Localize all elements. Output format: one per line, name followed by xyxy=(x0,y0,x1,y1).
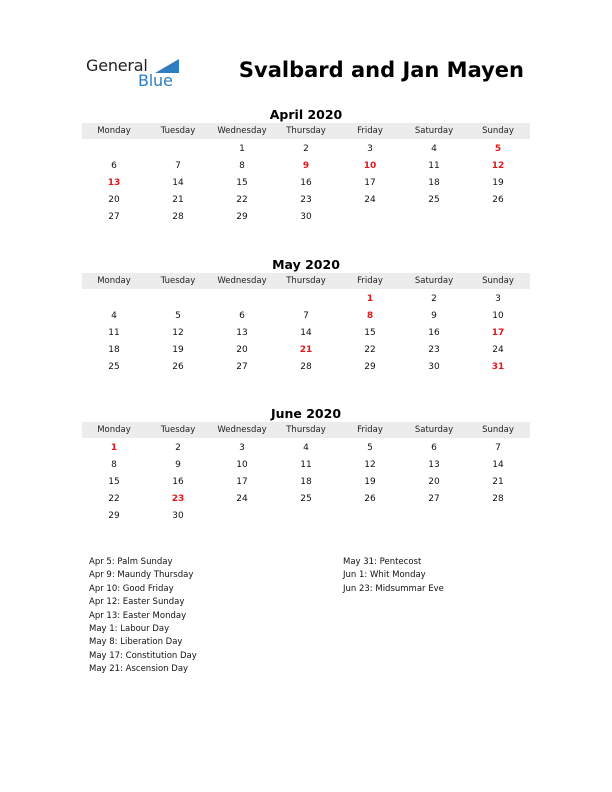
day-cell: 5 xyxy=(175,311,181,321)
day-cell: 25 xyxy=(300,494,312,504)
day-cell: 29 xyxy=(108,511,120,521)
holiday-entry: Apr 9: Maundy Thursday xyxy=(89,570,194,581)
day-cell: 14 xyxy=(492,460,504,470)
holiday-list-right xyxy=(343,556,444,596)
weekday-label: Thursday xyxy=(286,276,326,286)
weekday-label: Wednesday xyxy=(217,126,267,136)
day-cell: 22 xyxy=(108,494,120,504)
logo xyxy=(86,56,186,92)
day-cell: 25 xyxy=(428,195,440,205)
day-cell: 30 xyxy=(300,212,312,222)
weekday-label: Monday xyxy=(97,126,131,136)
day-cell: 7 xyxy=(175,161,181,171)
day-cell: 26 xyxy=(364,494,376,504)
day-cell xyxy=(402,508,466,525)
weekday-label: Tuesday xyxy=(160,126,196,136)
day-cell: 4 xyxy=(303,443,309,453)
holiday-day-cell: 31 xyxy=(491,362,505,372)
weekday-label: Sunday xyxy=(482,276,514,286)
holiday-day-cell: 10 xyxy=(363,161,377,171)
day-cell: 28 xyxy=(172,212,184,222)
day-cell xyxy=(466,209,530,226)
week-row xyxy=(82,474,530,491)
day-cell: 13 xyxy=(428,460,440,470)
weekday-header xyxy=(82,123,530,139)
month-title: April 2020 xyxy=(269,107,343,122)
day-cell: 2 xyxy=(431,294,437,304)
day-cell: 21 xyxy=(492,477,504,487)
day-cell: 20 xyxy=(428,477,440,487)
day-cell: 7 xyxy=(495,443,501,453)
day-cell xyxy=(210,291,274,308)
week-row xyxy=(82,209,530,226)
day-cell: 19 xyxy=(492,178,504,188)
weeks xyxy=(82,291,530,376)
day-cell: 12 xyxy=(172,328,184,338)
day-cell: 16 xyxy=(428,328,440,338)
weeks xyxy=(82,440,530,525)
day-cell: 14 xyxy=(172,178,184,188)
day-cell: 22 xyxy=(236,195,248,205)
day-cell: 8 xyxy=(239,161,245,171)
weekday-label: Saturday xyxy=(414,126,454,136)
month-title: June 2020 xyxy=(270,406,342,421)
weekday-header xyxy=(82,422,530,438)
day-cell xyxy=(82,291,146,308)
day-cell: 29 xyxy=(364,362,376,372)
day-cell: 13 xyxy=(236,328,248,338)
day-cell: 22 xyxy=(364,345,376,355)
holiday-entry: Jun 23: Midsummar Eve xyxy=(343,583,444,594)
weekday-label: Monday xyxy=(97,425,131,435)
weekday-label: Wednesday xyxy=(217,425,267,435)
day-cell: 3 xyxy=(495,294,501,304)
day-cell: 14 xyxy=(300,328,312,338)
day-cell: 18 xyxy=(428,178,440,188)
weekday-label: Saturday xyxy=(414,425,454,435)
day-cell: 4 xyxy=(111,311,117,321)
week-row xyxy=(82,440,530,457)
day-cell: 11 xyxy=(300,460,312,470)
day-cell: 19 xyxy=(364,477,376,487)
holiday-entry: May 8: Liberation Day xyxy=(89,637,183,648)
weekday-label: Friday xyxy=(357,126,383,136)
day-cell: 16 xyxy=(300,178,312,188)
day-cell: 30 xyxy=(428,362,440,372)
day-cell: 26 xyxy=(492,195,504,205)
holiday-day-cell: 12 xyxy=(491,161,505,171)
weekday-label: Tuesday xyxy=(160,425,196,435)
day-cell: 24 xyxy=(492,345,504,355)
day-cell xyxy=(274,291,338,308)
day-cell xyxy=(402,209,466,226)
day-cell: 17 xyxy=(236,477,248,487)
holiday-entry: May 17: Constitution Day xyxy=(89,650,197,661)
day-cell: 1 xyxy=(239,144,245,154)
week-row xyxy=(82,158,530,175)
day-cell xyxy=(82,141,146,158)
week-row xyxy=(82,325,530,342)
weekday-label: Monday xyxy=(97,276,131,286)
day-cell: 11 xyxy=(428,161,440,171)
holiday-day-cell: 1 xyxy=(110,443,118,453)
holiday-day-cell: 9 xyxy=(302,161,310,171)
holiday-entry: Apr 13: Easter Monday xyxy=(89,610,187,621)
holiday-day-cell: 17 xyxy=(491,328,505,338)
day-cell: 2 xyxy=(303,144,309,154)
holiday-day-cell: 13 xyxy=(107,178,121,188)
weekday-label: Friday xyxy=(357,425,383,435)
day-cell: 30 xyxy=(172,511,184,521)
logo-general-text: General xyxy=(86,56,148,75)
day-cell: 20 xyxy=(236,345,248,355)
day-cell: 23 xyxy=(428,345,440,355)
holiday-entry: Apr 12: Easter Sunday xyxy=(89,597,185,608)
week-row xyxy=(82,192,530,209)
day-cell: 25 xyxy=(108,362,120,372)
day-cell: 12 xyxy=(364,460,376,470)
day-cell: 4 xyxy=(431,144,437,154)
day-cell: 27 xyxy=(108,212,120,222)
holiday-entry: May 31: Pentecost xyxy=(343,557,422,567)
month-title: May 2020 xyxy=(272,257,340,272)
weekday-label: Tuesday xyxy=(160,276,196,286)
day-cell: 7 xyxy=(303,311,309,321)
day-cell xyxy=(146,291,210,308)
day-cell: 19 xyxy=(172,345,184,355)
week-row xyxy=(82,491,530,508)
logo-blue-text: Blue xyxy=(138,71,173,90)
day-cell: 6 xyxy=(111,161,117,171)
weeks xyxy=(82,141,530,226)
day-cell: 16 xyxy=(172,477,184,487)
week-row xyxy=(82,342,530,359)
weekday-label: Saturday xyxy=(414,276,454,286)
day-cell: 17 xyxy=(364,178,376,188)
holiday-entry: May 21: Ascension Day xyxy=(89,664,189,675)
week-row xyxy=(82,291,530,308)
day-cell: 9 xyxy=(175,460,181,470)
holiday-day-cell: 5 xyxy=(494,144,502,154)
day-cell: 18 xyxy=(108,345,120,355)
week-row xyxy=(82,308,530,325)
holiday-day-cell: 1 xyxy=(366,294,374,304)
weekday-label: Thursday xyxy=(286,425,326,435)
page-title: Svalbard and Jan Mayen xyxy=(238,58,524,82)
day-cell: 26 xyxy=(172,362,184,372)
day-cell: 29 xyxy=(236,212,248,222)
day-cell xyxy=(338,508,402,525)
day-cell: 15 xyxy=(364,328,376,338)
day-cell: 5 xyxy=(367,443,373,453)
day-cell: 15 xyxy=(236,178,248,188)
day-cell: 27 xyxy=(236,362,248,372)
holiday-list-left xyxy=(89,556,197,677)
day-cell: 2 xyxy=(175,443,181,453)
month-june xyxy=(82,405,530,525)
day-cell: 20 xyxy=(108,195,120,205)
week-row xyxy=(82,457,530,474)
day-cell xyxy=(210,508,274,525)
day-cell: 15 xyxy=(108,477,120,487)
month-may xyxy=(82,256,530,376)
day-cell: 6 xyxy=(239,311,245,321)
day-cell: 28 xyxy=(492,494,504,504)
day-cell: 27 xyxy=(428,494,440,504)
week-row xyxy=(82,175,530,192)
holiday-entry: May 1: Labour Day xyxy=(89,624,170,635)
day-cell: 10 xyxy=(492,311,504,321)
weekday-label: Sunday xyxy=(482,425,514,435)
weekday-header xyxy=(82,273,530,289)
holiday-entry: Apr 5: Palm Sunday xyxy=(89,557,173,567)
day-cell: 11 xyxy=(108,328,120,338)
day-cell: 24 xyxy=(364,195,376,205)
month-april xyxy=(82,106,530,226)
day-cell: 10 xyxy=(236,460,248,470)
day-cell: 8 xyxy=(111,460,117,470)
weekday-label: Wednesday xyxy=(217,276,267,286)
week-row xyxy=(82,359,530,376)
day-cell xyxy=(466,508,530,525)
week-row xyxy=(82,508,530,525)
day-cell: 28 xyxy=(300,362,312,372)
week-row xyxy=(82,141,530,158)
weekday-label: Sunday xyxy=(482,126,514,136)
day-cell: 18 xyxy=(300,477,312,487)
day-cell: 23 xyxy=(300,195,312,205)
day-cell xyxy=(146,141,210,158)
day-cell: 3 xyxy=(239,443,245,453)
day-cell: 9 xyxy=(431,311,437,321)
holiday-day-cell: 21 xyxy=(299,345,313,355)
day-cell: 21 xyxy=(172,195,184,205)
holiday-entry: Jun 1: Whit Monday xyxy=(343,570,426,581)
day-cell: 6 xyxy=(431,443,437,453)
day-cell xyxy=(274,508,338,525)
holiday-day-cell: 8 xyxy=(366,311,374,321)
holiday-day-cell: 23 xyxy=(171,494,185,504)
weekday-label: Thursday xyxy=(286,126,326,136)
day-cell: 24 xyxy=(236,494,248,504)
day-cell xyxy=(338,209,402,226)
day-cell: 3 xyxy=(367,144,373,154)
weekday-label: Friday xyxy=(357,276,383,286)
holiday-entry: Apr 10: Good Friday xyxy=(89,583,174,594)
